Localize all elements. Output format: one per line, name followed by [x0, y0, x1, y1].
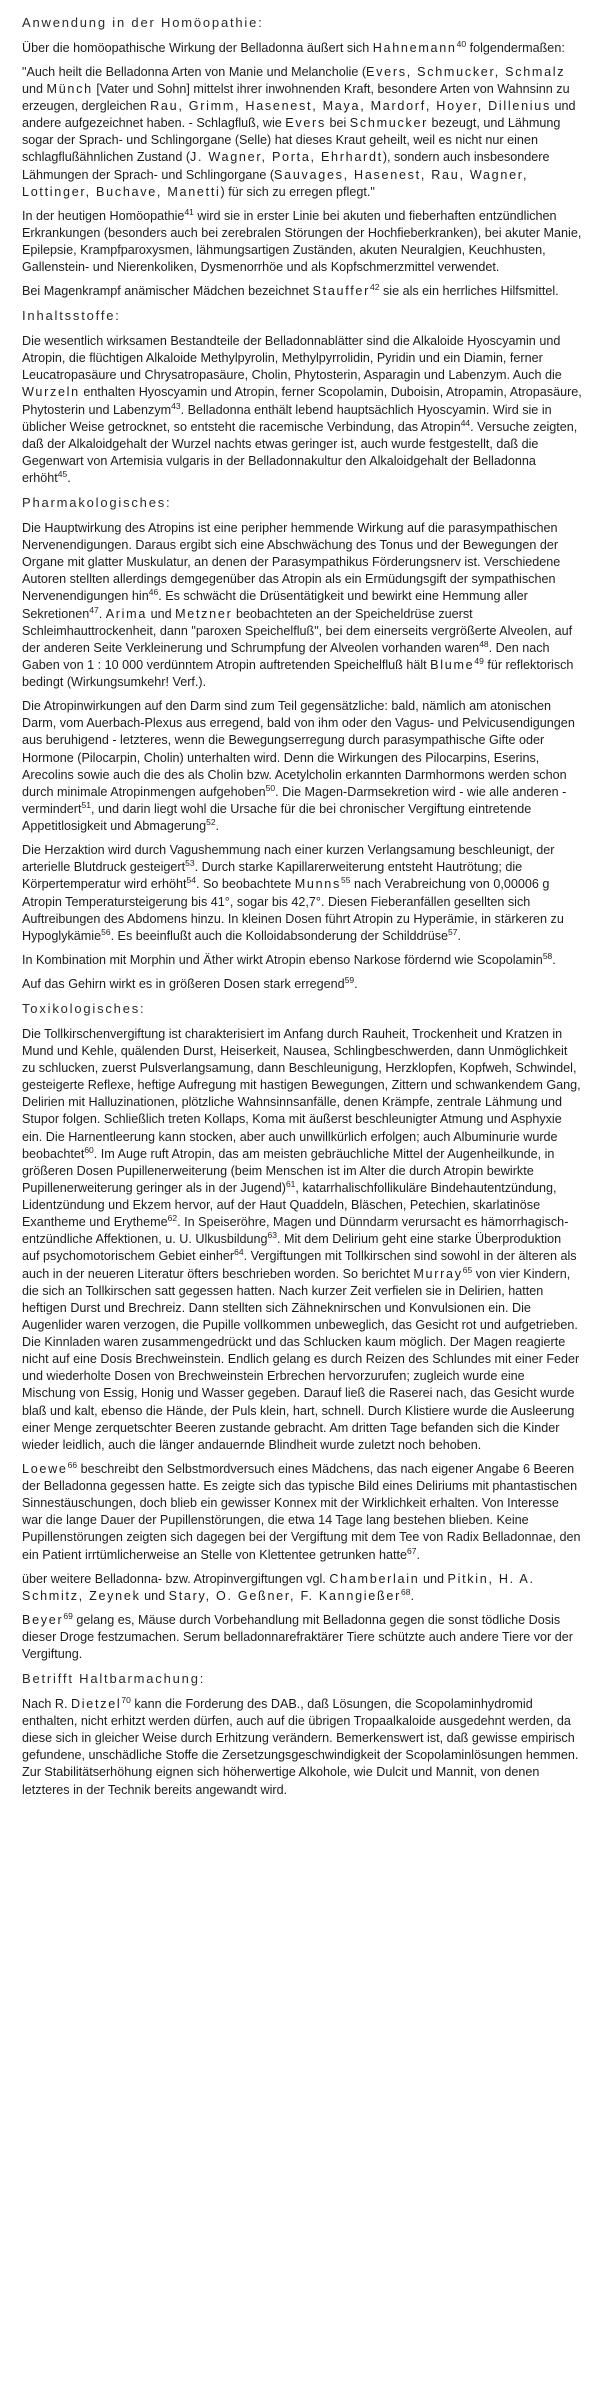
author-name: Evers, Schmucker, Schmalz [366, 64, 566, 79]
footnote-ref: 55 [341, 875, 351, 886]
section-heading: Pharmakologisches: [22, 495, 172, 511]
text-run: . [354, 977, 358, 992]
footnote-ref: 47 [89, 604, 99, 615]
footnote-ref: 50 [265, 782, 276, 793]
author-name: Loewe [22, 1461, 68, 1476]
text-run: nach Verabreichung von 0,00006 g Atropin Temperatursteigerung bis 41°, sogar bis 42,7°. Diesen Fieberanfällen gesellten sich Auftreibungen des Abdomens hinzu. In kleinen Dosen führt Atropin zu Hyperämie, in stärkeren zu Hypoglykämie [22, 877, 564, 943]
author-name: Munns [294, 877, 342, 892]
section [22, 307, 582, 487]
footnote-ref: 65 [462, 1264, 473, 1275]
footnote-ref: 54 [186, 875, 196, 886]
section [22, 14, 582, 300]
text-run: [Vater und Sohn] mittelst ihrer inwohnenden Kraft, besondere Arten von Wahnsinn zu erzeugen, dergleichen [22, 81, 570, 114]
author-name: Arima [105, 606, 148, 621]
author-name: Dietzel [71, 1696, 122, 1711]
author-name: J. Wagner, Porta, Ehrhardt [190, 150, 383, 165]
text-run: . Versuche zeigten, daß der Alkaloidgehalt der Wurzel nachts etwas geringer ist, auch wurde festgestellt, daß die Gegenwart von Artemisia vulgaris in der Belladonnakultur den Alkaloidgehalt der Belladonna erhöht [22, 419, 578, 486]
text-run: . Es beeinflußt auch die Kolloidabsonderung der Schilddrüse [110, 928, 449, 943]
paragraph [22, 1612, 582, 1663]
text-run: . [67, 471, 71, 486]
text-run: Nach R. [22, 1696, 71, 1711]
text-run: . [410, 1588, 414, 1603]
author-name: Sauvages, Hasenest, Rau, Wagner, Lottinger, Buchave, Manetti [22, 167, 529, 199]
paragraph [22, 520, 582, 691]
paragraph [22, 64, 582, 201]
text-run: . In Speiseröhre, Magen und Dünndarm verursacht es hämorrhagisch-entzündliche Affektionen, u. U. Ulkusbildung [22, 1215, 569, 1247]
section-heading: Betrifft Haltbarmachung: [22, 1671, 206, 1687]
author-name: Chamberlain [329, 1571, 420, 1586]
footnote-ref: 67 [407, 1545, 417, 1556]
text-run: . Den nach Gaben von 1 : 10 000 verdünntem Atropin auftretenden Speichelfluß hält [22, 640, 550, 672]
text-run: bei [325, 116, 350, 131]
text-run: In Kombination mit Morphin und Äther wirkt Atropin ebenso Narkose fördernd wie Scopolamin [22, 952, 543, 967]
footnote-ref: 62 [167, 1213, 178, 1223]
footnote-ref: 51 [81, 799, 91, 810]
footnote-ref: 43 [171, 400, 181, 411]
text-run: . So beobachtete [195, 877, 295, 892]
text-run: von vier Kindern, die sich an Tollkirschen satt gegessen hatten. Nach kurzer Zeit verfielen sie in Delirien, hatten heftigen Durst und Brechreiz. Dann stellten sich Zähneknirschen und Konvulsionen ein. Die Augenlider waren verzogen, die Pupille vollkommen unbeweglich, das Gesicht rot und aufgetrieben. Die Kinnladen waren zusammengedrückt und das Schlucken kaum möglich. Der Magen reagierte nicht auf eine Dosis Brechweinstein. Endlich gelang es durch Reizen des Schlundes mit einer Feder und wiederholte Dosen von Brechweinstein Erbrechen hervorzurufen; zugleich wurde eine Mischung von Essig, Honig und Wasser gegeben. Darauf ließ die Raserei nach, das Gesicht wurde blaß und kalt, ebenso die Hände, der Puls klein, hart, schnell. Durch Klistiere wurde die Ausleerung einer Menge zerquetschter Beeren zustande gebracht. Am dritten Tage befanden sich die Kinder wieder leidlich, auch die länger andauernde Blindheit wurde zuletzt noch behoben. [22, 1266, 580, 1452]
text-run: beobachteten an der Speicheldrüse zuerst Schleimhauttrockenheit, dann "paroxen Speichelfluß", bei dem einerseits vergrößerte Alveolen, auf der anderen Seite Verkleinerung und Schrumpfung der Alveolen vorhanden waren [22, 606, 573, 655]
text-run: "Auch heilt die Belladonna Arten von Manie und Melancholie ( [22, 64, 367, 79]
text-run: Die Atropinwirkungen auf den Darm sind zum Teil gegensätzliche: bald, nämlich am atonischen Darm, vom Auerbach-Plexus aus erregend, bald von ihm oder den Vagus- und Pelvicusendigungen aus beruhigend - letzteres, wenn die Bewegungserregung durch parasympathische Gifte oder Hormone (Pilocarpin, Cholin) unterhalten wird. Denn die Wirkungen des Pilocarpins, Eserins, Arecolins sowie auch die des als Cholin bzw. Acetylcholin erkannten Darmhormons werden schon durch minimale Atropinmengen aufgehoben [22, 699, 575, 799]
footnote-ref: 48 [479, 638, 489, 649]
text-run: ) für sich zu erregen pflegt." [220, 184, 375, 199]
footnote-ref: 58 [542, 950, 553, 961]
footnote-ref: 56 [101, 926, 111, 937]
footnote-ref: 45 [57, 468, 68, 479]
text-run: enthalten Hyoscyamin und Atropin, ferner Scopolamin, Duboisin, Atropamin, Atropasäure, Phytosterin und Labenzym [22, 385, 582, 417]
section [22, 1000, 582, 1663]
paragraph [22, 40, 582, 57]
author-name: Evers [285, 116, 326, 131]
footnote-ref: 41 [184, 206, 194, 217]
footnote-ref: 53 [185, 858, 195, 869]
section-heading: Toxikologisches: [22, 1001, 146, 1017]
footnote-ref: 44 [460, 417, 471, 428]
paragraph [22, 1026, 582, 1454]
footnote-ref: 46 [148, 587, 159, 598]
document-page [22, 0, 582, 1799]
text-run: . Vergiftungen mit Tollkirschen sind sowohl in der älteren als auch in der neueren Literatur öfters beschrieben worden. So berichtet [22, 1249, 577, 1281]
footnote-ref: 49 [474, 655, 484, 666]
author-name: Stauffer [312, 284, 370, 299]
footnote-ref: 64 [234, 1247, 244, 1258]
paragraph [22, 698, 582, 835]
section [22, 1670, 582, 1798]
author-name: Münch [46, 81, 93, 96]
text-run: über weitere Belladonna- bzw. Atropinvergiftungen vgl. [22, 1571, 330, 1586]
text-run: kann die Forderung des DAB., daß Lösungen, die Scopolaminhydromid enthalten, nicht erhitzt werden dürfen, auch auf die übrigen Tropaalkaloide ausgedehnt werden, da diese sich in gleicher Weise durch Erhitzung verändern. Bemerkenswert ist, daß gewisse empirisch gefundene, unschädliche Stoffe die Zersetzungsgeschwindigkeit der Scopolaminlösungen hemmen. Zur Stabilitätserhöhung eignen sich höherwertige Alkohole, wie Dulcit und Mannit, von denen letzteres in der Technik bereits angewandt wird. [22, 1696, 579, 1797]
footnote-ref: 69 [63, 1610, 73, 1621]
footnote-ref: 70 [121, 1694, 131, 1705]
text-run: . Im Auge ruft Atropin, das am meisten gebräuchliche Mittel der Augenheilkunde, in größeren Dosen Pupillenerweiterung (beim Menschen ist im Alter die durch Atropin bewirkte Pupillenerweiterung geringer als in der Jugend) [22, 1146, 555, 1195]
footnote-ref: 52 [206, 816, 216, 827]
text-run: . [416, 1547, 421, 1562]
text-run: . Mit dem Delirium geht eine starke Überproduktion auf psychomotorischem Gebiet einher [22, 1232, 562, 1264]
text-run: und [140, 1588, 169, 1603]
author-name: Hahnemann [372, 40, 457, 55]
footnote-ref: 42 [370, 282, 380, 293]
author-name: Pitkin, H. A. Schmitz, Zeynek [22, 1571, 535, 1603]
author-name: Murray [413, 1266, 463, 1281]
text-run: gelang es, Mäuse durch Vorbehandlung mit Belladonna gegen die sonst tödliche Dosis dieser Droge festzumachen. Serum belladonnarefraktärer Tiere schützte auch andere Tiere vor der Vergiftung. [22, 1612, 573, 1662]
text-run: In der heutigen Homöopathie [22, 208, 185, 223]
paragraph [22, 976, 582, 993]
text-run: , und darin liegt wohl die Ursache für die bei chronischer Vergiftung eintretende Appetitlosigkeit und Abmagerung [22, 801, 532, 834]
text-run: beschreibt den Selbstmordversuch eines Mädchens, das nach eigener Angabe 6 Beeren der Belladonna gegessen hatte. Es zeigte sich das typische Bild eines Deliriums mit phantastischen Sinnestäuschungen, doch blieb ein gewisser Konnex mit der Wirklichkeit erhalten. Von Interesse war die lange Dauer der Pupillenstörungen, die etwa 14 Tage lang bestehen blieben. Keine Pupillenstörungen zeigten sich dagegen bei der Vergiftung mit dem Tee von Radix Belladonnae, den ein Patient irrtümlicherweise an Stelle von Klettentee getrunken hatte [22, 1461, 581, 1562]
author-name: Rau, Grimm, Hasenest, Maya, Mardorf, Hoyer, Dillenius [150, 99, 551, 114]
text-run: . Die Magen-Darmsekretion wird - wie alle anderen - vermindert [22, 784, 567, 816]
author-name: Stary, O. Geßner, F. Kanngießer [168, 1588, 401, 1603]
text-run: Über die homöopathische Wirkung der Belladonna äußert sich [22, 40, 373, 55]
footnote-ref: 61 [285, 1178, 296, 1189]
text-run: . [98, 606, 106, 621]
section [22, 494, 582, 993]
text-run: und andere aufgezeichnet haben. - Schlagfluß, wie [22, 99, 576, 131]
author-name: Beyer [22, 1612, 64, 1627]
text-run: Auf das Gehirn wirkt es in größeren Dosen stark erregend [22, 977, 345, 992]
text-run: wird sie in erster Linie bei akuten und fieberhaften entzündlichen Erkrankungen (besonders auch bei zerebralen Störungen der Hochfieberkranken), bei akuter Manie, Epilepsie, Krampfparoxysmen, lähmungsartigen Zuständen, akuten Neuralgien, Keuchhusten, Gallenstein- und Nierenkoliken, Dysmenorrhöe und als Kopfschmerzmittel verwendet. [22, 208, 582, 275]
text-run: und [22, 81, 47, 96]
author-name: Wurzeln [22, 385, 80, 400]
text-run: folgendermaßen: [466, 40, 565, 55]
paragraph [22, 283, 582, 300]
text-run: und [419, 1571, 448, 1586]
footnote-ref: 57 [448, 926, 458, 937]
paragraph [22, 842, 582, 945]
footnote-ref: 68 [400, 1586, 411, 1597]
text-run: . Es schwächt die Drüsentätigkeit und bewirkt eine Hemmung aller Sekretionen [22, 589, 528, 621]
text-run: sie als ein herrliches Hilfsmittel. [379, 284, 559, 299]
footnote-ref: 40 [456, 38, 467, 49]
text-run: . Durch starke Kapillarerweiterung entsteht Hautrötung; die Körpertemperatur wird erhöht [22, 860, 523, 892]
paragraph [22, 952, 582, 969]
footnote-ref: 59 [344, 974, 355, 985]
text-run: Die Hauptwirkung des Atropins ist eine peripher hemmende Wirkung auf die parasympathischen Nervenendigungen. Daraus ergibt sich eine Abschwächung des Tonus und der Bewegungen der Organe mit glatter Muskulatur, an denen der Parasympathikus Förderungsnerv ist. Verschiedene Autoren stellten allerdings demgegenüber das Atropin als ein Ermüdungsgift der sympathischen Nervenendigungen hin [22, 520, 561, 604]
text-run: Die wesentlich wirksamen Bestandteile der Belladonnablätter sind die Alkaloide Hyoscyamin und Atropin, die flüchtigen Alkaloide Methylpyrolin, Methylpyrrolidin, Pyridin und ein Diamin, ferner Leucatropasäure und Chrysatropasäure, Cholin, Phytosterin, Asparagin und Labenzym. Auch die [22, 334, 562, 383]
paragraph [22, 208, 582, 277]
text-run: . [215, 819, 220, 834]
paragraph [22, 333, 582, 487]
section-heading: Inhaltsstoffe: [22, 308, 121, 324]
text-run: bezeugt, und Lähmung sogar der Sprach- und Schlingorgane (Selle) hat dieses Kraut geheilt, weil es nicht nur einen schlagflußähnlichen Zustand ( [22, 116, 561, 165]
footnote-ref: 60 [84, 1144, 94, 1155]
text-run: für reflektorisch bedingt (Wirkungsumkehr! Verf.). [22, 657, 574, 690]
text-run: . [552, 952, 556, 967]
text-run: ), sondern auch insbesondere Lähmungen der Sprach- und Schlingorgane ( [22, 150, 550, 182]
text-run: . Belladonna enthält lebend hauptsächlich Hyoscyamin. Wird sie in üblicher Weise getrocknet, so entsteht die racemische Verbindung, das Atropin [22, 402, 552, 434]
text-run: Die Tollkirschenvergiftung ist charakterisiert im Anfang durch Rauheit, Trockenheit und Kratzen in Mund und Kehle, quälenden Durst, Heiserkeit, Nausea, Schlingbeschwerden, dann Unmöglichkeit zu schlucken, zuerst Pulsverlangsamung, dann Beschleunigung, Herzklopfen, Kopfweh, Schwindel, gesteigerte Reflexe, heftige Aufregung mit hastigen Bewegungen, Zittern und schwankendem Gang, Delirien mit Halluzinationen, plötzliche Wahnsinnsanfälle, denen Krämpfe, zentrale Lähmung und Stupor folgen. Schließlich treten Kollaps, Koma mit äußerst beschleunigter Atmung und Asphyxie ein. Die Harnentleerung kann stocken, aber auch unwillkürlich erfolgen; auch Albuminurie wurde beobachtet [22, 1026, 581, 1161]
paragraph [22, 1461, 582, 1564]
author-name: Schmucker [349, 116, 429, 131]
author-name: Metzner [175, 606, 233, 621]
text-run: und [147, 606, 176, 621]
text-run: . [457, 928, 461, 943]
section-heading: Anwendung in der Homöopathie: [22, 15, 264, 30]
paragraph [22, 1571, 582, 1605]
footnote-ref: 63 [267, 1230, 277, 1241]
footnote-ref: 66 [67, 1459, 78, 1470]
text-run: , katarrhalischfollikuläre Bindehautentzündung, Lidentzündung und Ekzem hervor, auf der Haut Quaddeln, Bläschen, Petechien, skarlatinöse Exantheme und Erytheme [22, 1180, 557, 1230]
author-name: Blume [430, 657, 475, 672]
text-run: Die Herzaktion wird durch Vagushemmung nach einer kurzen Verlangsamung beschleunigt, der arterielle Blutdruck gesteigert [22, 843, 555, 875]
paragraph [22, 1696, 582, 1799]
text-run: Bei Magenkrampf anämischer Mädchen bezeichnet [22, 284, 313, 299]
